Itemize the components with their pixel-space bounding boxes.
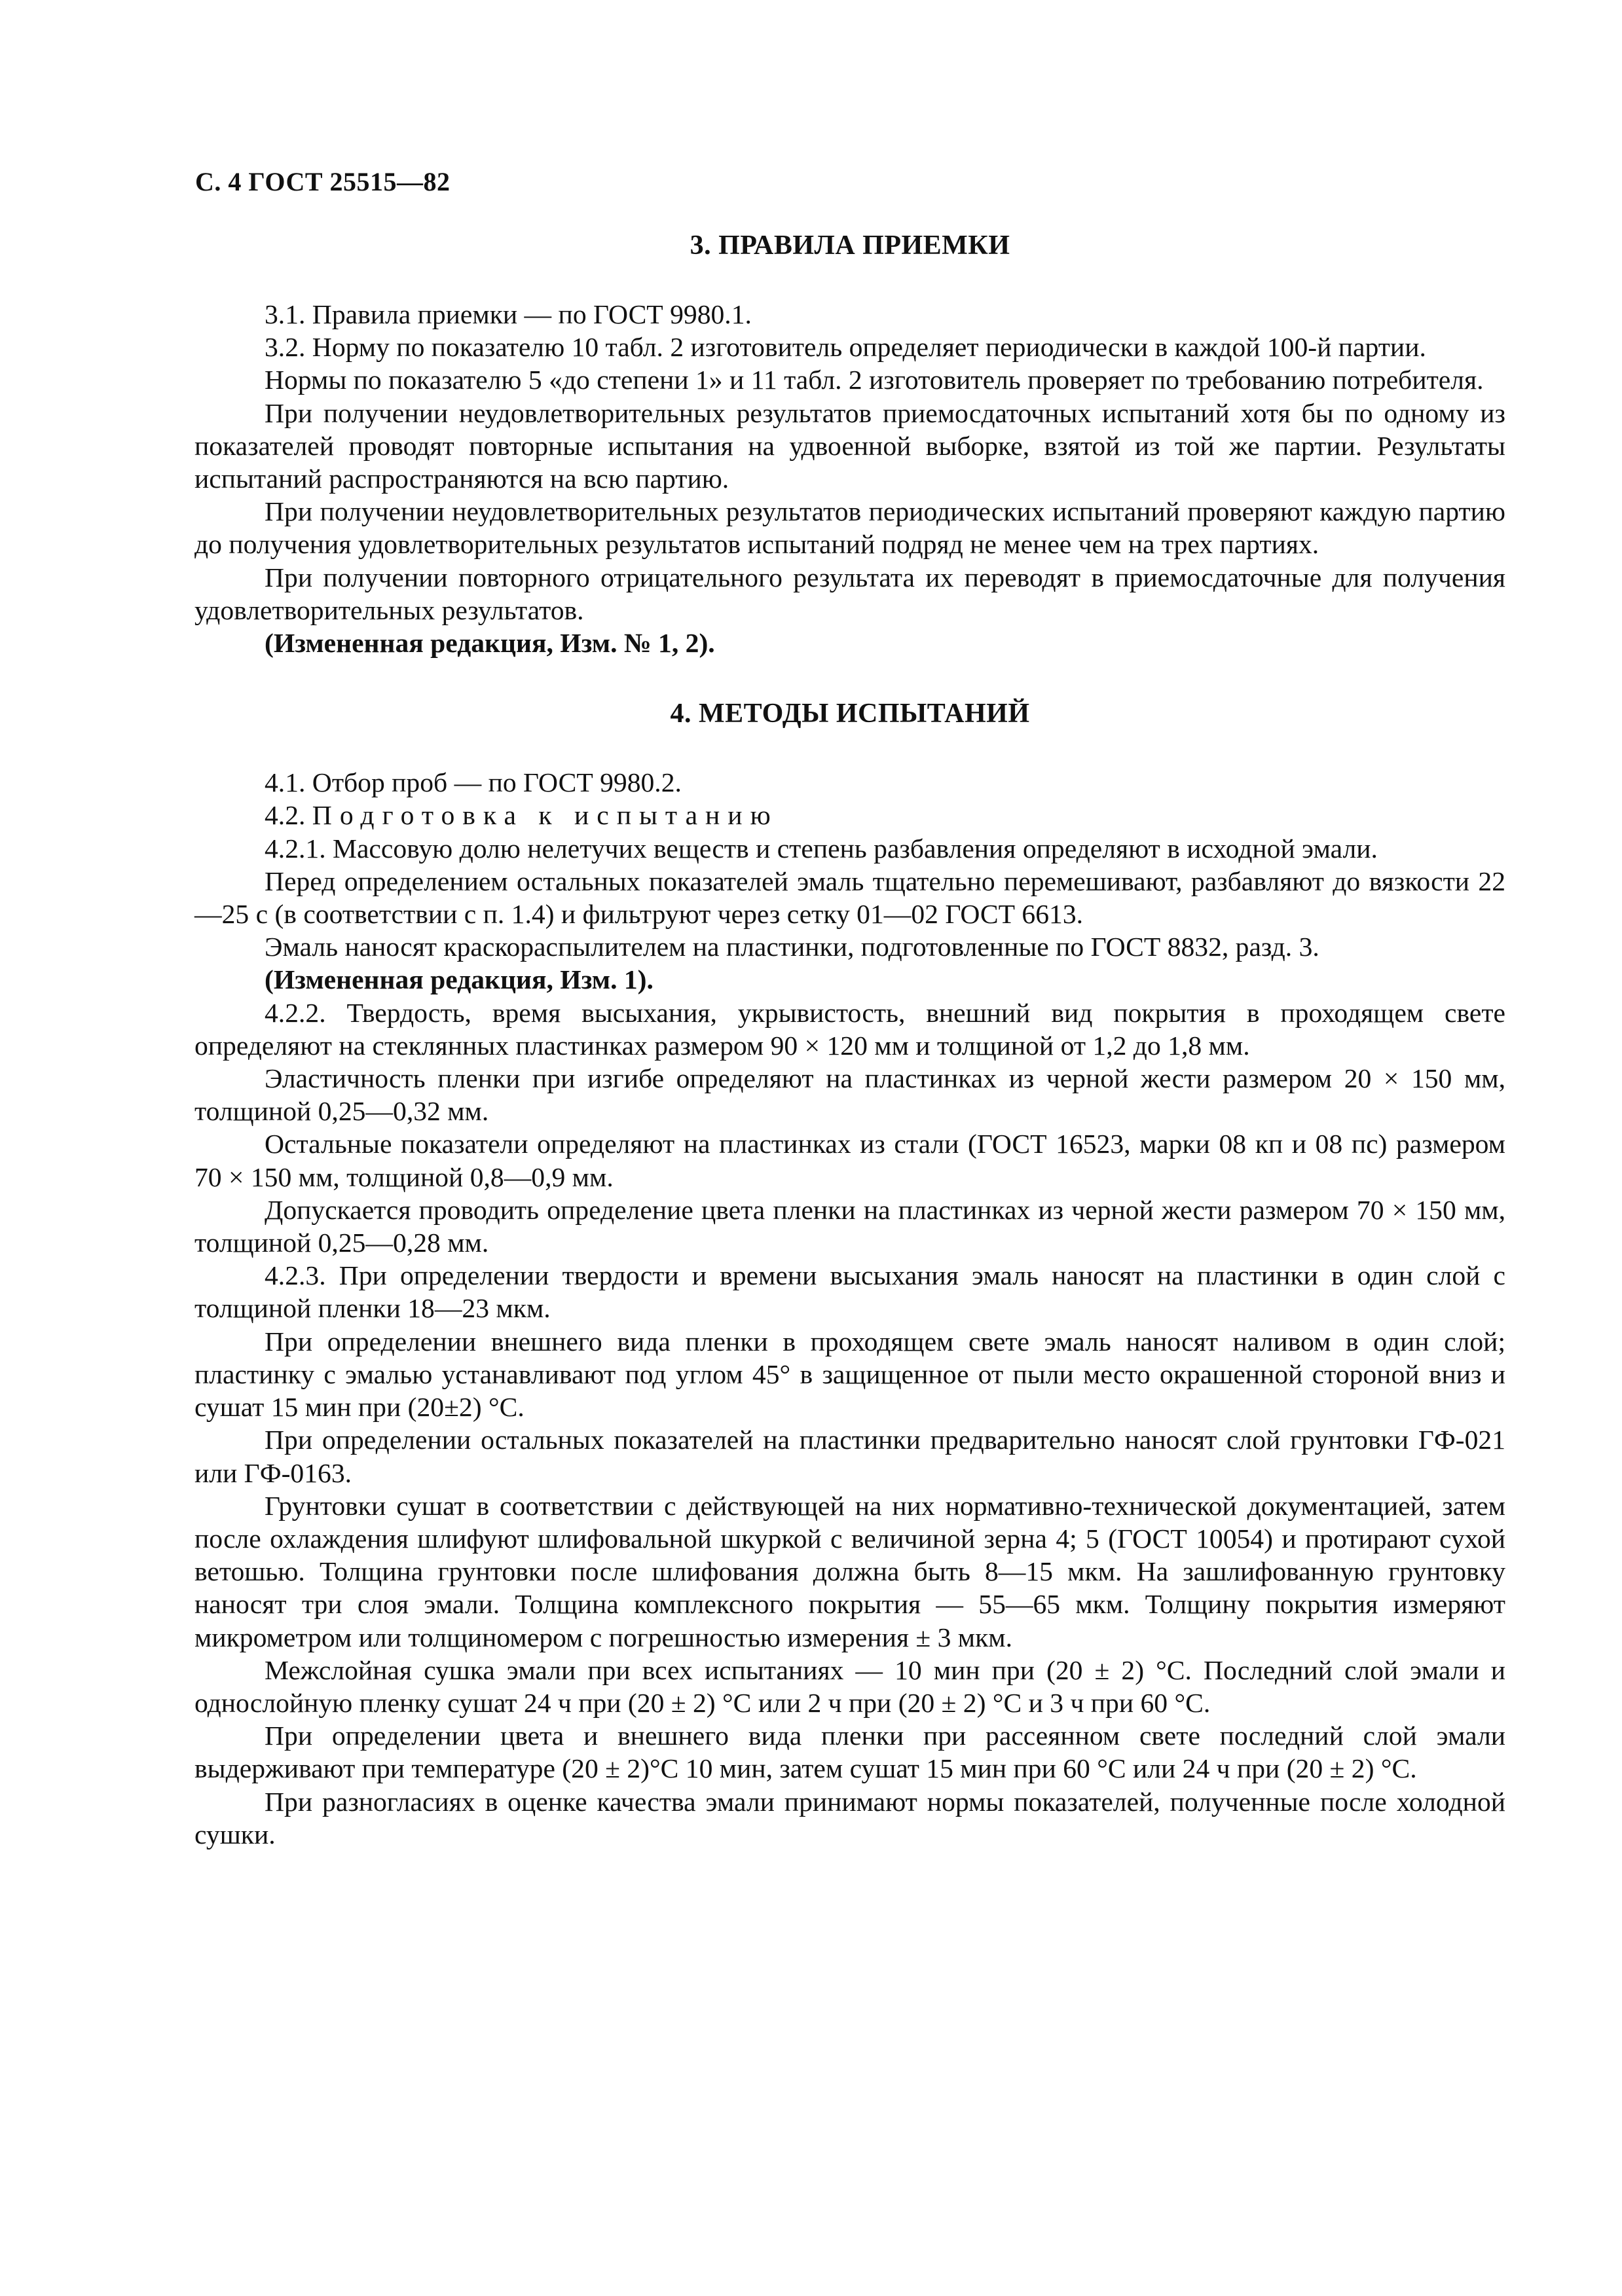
section-3-title: 3. ПРАВИЛА ПРИЕМКИ [690,230,1010,261]
paragraph: При получении повторного отрицательного результата их переводят в приемосдаточные для получения удовлетворительных результатов. [194,562,1505,625]
paragraph: 4.2.3. При определении твердости и времени высыхания эмаль наносят на пластинки в один слой с толщиной пленки 18—23 мкм. [194,1260,1505,1324]
paragraph: Межслойная сушка эмали при всех испытаниях — 10 мин при (20 ± 2) °С. Последний слой эмали и однослойную пленку сушат 24 ч при (20 ± 2) °С или 2 ч при (20 ± 2) °С и 3 ч при 60 °С. [194,1654,1505,1718]
document-body [194,229,1505,1851]
paragraph: При определении внешнего вида пленки в проходящем свете эмаль наносят наливом в один слой; пластинку с эмалью устанавливают под углом 45° в защищенное от пыли место окрашенной стороной вниз и сушат 15 мин при (20±2) °С. [194,1326,1505,1423]
paragraph: 4.2.1. Массовую долю нелетучих веществ и степень разбавления определяют в исходной эмали. [265,833,1378,864]
amendment-note: (Измененная редакция, Изм. 1). [265,964,654,995]
paragraph: Перед определением остальных показателей эмаль тщательно перемешивают, разбавляют до вязкости 22—25 с (в соответствии с п. 1.4) и фильтруют через сетку 01—02 ГОСТ 6613. [194,866,1505,930]
paragraph: При определении цвета и внешнего вида пленки при рассеянном свете последний слой эмали выдерживают при температуре (20 ± 2)°С 10 мин, затем сушат 15 мин при 60 °С или 24 ч при (20 ± 2) °С. [194,1721,1505,1784]
subsection-heading [194,799,1505,831]
paragraph: При получении неудовлетворительных результатов приемосдаточных испытаний хотя бы по одному из показателей проводят повторные испытания на удвоенной выборке, взятой из той же партии. Результаты испытаний распространяются на всю партию. [194,397,1505,494]
paragraph: 3.2. Норму по показателю 10 табл. 2 изготовитель определяет периодически в каждой 100-й партии. [265,332,1426,363]
paragraph: 3.1. Правила приемки — по ГОСТ 9980.1. [265,299,752,329]
paragraph: При разногласиях в оценке качества эмали принимают нормы показателей, полученные после холодной сушки. [194,1786,1505,1850]
paragraph: Эластичность пленки при изгибе определяют на пластинках из черной жести размером 20 × 150 мм, толщиной 0,25—0,32 мм. [194,1063,1505,1127]
paragraph: Нормы по показателю 5 «до степени 1» и 11 табл. 2 изготовитель проверяет по требованию потребителя. [265,365,1484,395]
subsection-title: Подготовка к испытанию [312,800,779,831]
amendment-note: (Измененная редакция, Изм. № 1, 2). [265,628,715,659]
paragraph: Эмаль наносят краскораспылителем на пластинки, подготовленные по ГОСТ 8832, разд. 3. [265,932,1319,962]
paragraph: Остальные показатели определяют на пластинках из стали (ГОСТ 16523, марки 08 кп и 08 пс) размером 70 × 150 мм, толщиной 0,8—0,9 мм. [194,1129,1505,1192]
paragraph: 4.1. Отбор проб — по ГОСТ 9980.2. [265,767,682,798]
paragraph: При получении неудовлетворительных результатов периодических испытаний проверяют каждую партию до получения удовлетворительных результатов испытаний подряд не менее чем на трех партиях. [194,496,1505,560]
page-header: С. 4 ГОСТ 25515—82 [195,167,451,196]
subsection-number: 4.2. [265,800,312,831]
section-4-title: 4. МЕТОДЫ ИСПЫТАНИЙ [670,699,1030,729]
paragraph: При определении остальных показателей на пластинки предварительно наносят слой грунтовки ГФ-021 или ГФ-0163. [194,1425,1505,1488]
paragraph: 4.2.2. Твердость, время высыхания, укрывистость, внешний вид покрытия в проходящем свете определяют на стеклянных пластинках размером 90 × 120 мм и толщиной от 1,2 до 1,8 мм. [194,997,1505,1061]
paragraph: Грунтовки сушат в соответствии с действующей на них нормативно-технической документацией, затем после охлаждения шлифуют шлифовальной шкуркой с величиной зерна 4; 5 (ГОСТ 10054) и протирают сухой ветошью. Толщина грунтовки после шлифования должна быть 8—15 мкм. На зашлифованную грунтовку наносят три слоя эмали. Толщина комплексного покрытия — 55—65 мкм. Толщину покрытия измеряют микрометром или толщиномером с погрешностью измерения ± 3 мкм. [194,1490,1505,1652]
paragraph: Допускается проводить определение цвета пленки на пластинках из черной жести размером 70 × 150 мм, толщиной 0,25—0,28 мм. [194,1194,1505,1258]
